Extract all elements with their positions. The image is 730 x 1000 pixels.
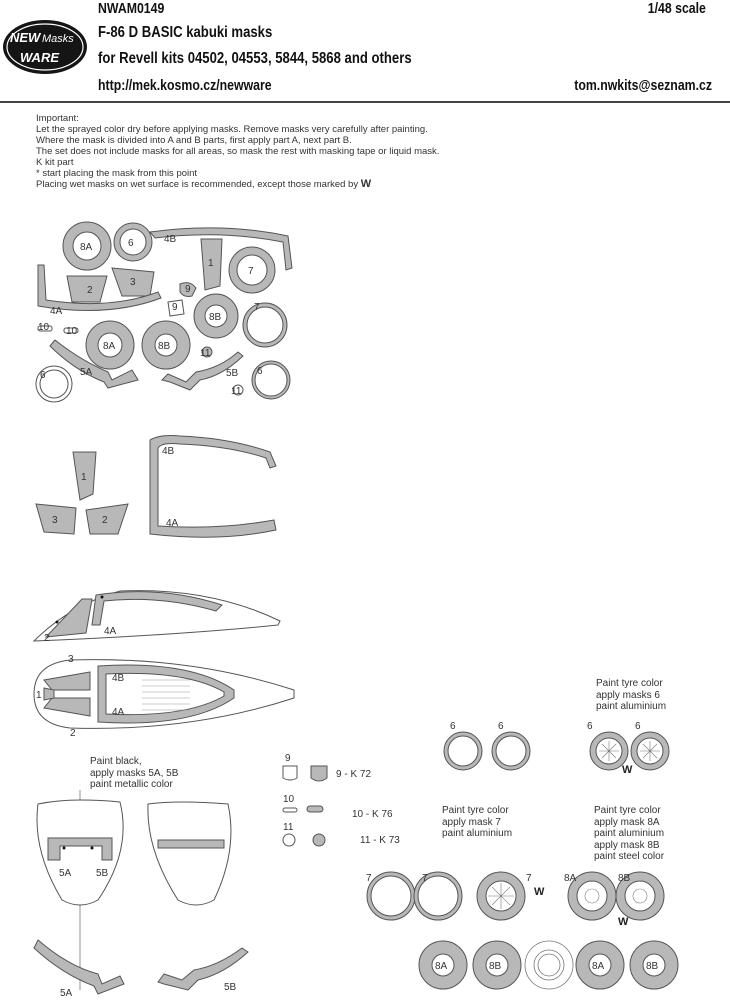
label-w8a: 8A — [564, 873, 577, 884]
scale-label: 1/48 scale — [647, 0, 706, 17]
label-5a-intake: 5A — [59, 868, 72, 879]
label-5a-strip: 5A — [60, 988, 73, 999]
logo-mid: Masks — [42, 33, 74, 45]
label-w8b2: 8B — [489, 961, 502, 972]
label-9b: 9 — [172, 302, 178, 313]
tyre8-instructions: Paint tyre color apply mask 8A paint aluminium apply mask 8B paint steel color — [594, 805, 665, 862]
label-6c: 6 — [257, 366, 263, 377]
label-1-top: 1 — [36, 690, 42, 701]
label-2: 2 — [87, 285, 93, 296]
header-divider — [0, 101, 730, 103]
label-w8a3: 8A — [592, 961, 605, 972]
notes-line: The set does not include masks for all areas, so mask the rest with masking tape or liquid mask. — [36, 146, 440, 157]
canopy-side-view — [30, 585, 300, 645]
label-4b-top: 4B — [112, 673, 125, 684]
label-2-top: 2 — [70, 728, 76, 739]
label-6b: 6 — [40, 370, 46, 381]
label-4b: 4B — [164, 234, 177, 245]
notes-line: Let the sprayed color dry before applying masks. Remove masks very carefully after painting. — [36, 124, 428, 135]
label-w8a2: 8A — [435, 961, 448, 972]
intake-views — [28, 790, 268, 1000]
label-w6b: 6 — [498, 721, 504, 732]
label-7: 7 — [248, 266, 254, 277]
label-w8b3: 8B — [646, 961, 659, 972]
mask-sheet — [0, 210, 300, 410]
label-3-top: 3 — [68, 654, 74, 665]
email-link[interactable]: tom.nwkits@seznam.cz — [574, 77, 712, 94]
notes-heading: Important: — [36, 113, 79, 124]
label-5b-strip: 5B — [224, 982, 237, 993]
product-title: F-86 D BASIC kabuki masks — [98, 24, 273, 41]
label-p11: 11 — [283, 822, 294, 833]
label-11b: 11 — [231, 386, 242, 397]
logo — [2, 18, 88, 76]
label-p9: 9 — [285, 753, 291, 764]
label-w8b: 8B — [618, 873, 631, 884]
label-5b-intake: 5B — [96, 868, 109, 879]
label-10b: 10 — [66, 326, 78, 337]
kit-list: for Revell kits 04502, 04553, 5844, 5868 and others — [98, 50, 412, 67]
label-4a-top: 4A — [112, 707, 125, 718]
k11-label: 11 - K 73 — [360, 835, 400, 846]
label-9: 9 — [185, 284, 191, 295]
notes-line: * start placing the mask from this point — [36, 168, 198, 179]
small-parts — [275, 750, 345, 850]
w-mark-7: W — [534, 886, 545, 898]
w-mark-6: W — [622, 764, 633, 776]
website-link[interactable]: http://mek.kosmo.cz/newware — [98, 77, 272, 94]
k9-label: 9 - K 72 — [336, 769, 372, 780]
wheel-diagrams — [360, 715, 720, 1000]
label-4a-large: 4A — [166, 518, 179, 529]
label-4a-side: 4A — [104, 626, 117, 637]
tyre7-instructions: Paint tyre color apply mask 7 paint aluminium — [442, 805, 513, 839]
notes-line: Placing wet masks on wet surface is recommended, except those marked by W — [36, 178, 372, 190]
label-4b-large: 4B — [162, 446, 175, 457]
label-10: 10 — [38, 322, 50, 333]
label-w6c: 6 — [587, 721, 593, 732]
label-w7c: 7 — [526, 873, 532, 884]
canopy-top-view — [30, 650, 300, 740]
black-instructions: Paint black, apply masks 5A, 5B paint metallic color — [90, 756, 179, 790]
label-5b: 5B — [226, 368, 239, 379]
logo-bottom: WARE — [20, 50, 59, 65]
w-mark-8: W — [618, 916, 629, 928]
label-6: 6 — [128, 238, 134, 249]
label-8b-b: 8B — [158, 341, 171, 352]
important-notes — [36, 113, 556, 190]
label-2-large: 2 — [102, 515, 108, 526]
notes-line: Where the mask is divided into A and B parts, first apply part A, next part B. — [36, 135, 352, 146]
product-code: NWAM0149 — [98, 0, 165, 17]
label-8a-b: 8A — [103, 341, 116, 352]
w-mark: W — [360, 178, 372, 190]
label-w6d: 6 — [635, 721, 641, 732]
k10-label: 10 - K 76 — [352, 809, 393, 820]
label-8b: 8B — [209, 312, 222, 323]
label-1: 1 — [208, 258, 214, 269]
windscreen-detail — [30, 430, 290, 545]
label-p10: 10 — [283, 794, 295, 805]
label-11: 11 — [200, 348, 211, 359]
label-1-large: 1 — [81, 472, 87, 483]
label-7b: 7 — [254, 302, 260, 313]
notes-line: K kit part — [36, 157, 74, 168]
label-w7a: 7 — [366, 873, 372, 884]
logo-top: NEW — [10, 30, 41, 45]
label-w7b: 7 — [422, 873, 428, 884]
label-2-side: 2 — [44, 633, 50, 644]
label-3-large: 3 — [52, 515, 58, 526]
label-5a: 5A — [80, 367, 93, 378]
label-4a: 4A — [50, 306, 63, 317]
label-w6a: 6 — [450, 721, 456, 732]
label-8a: 8A — [80, 242, 93, 253]
label-3: 3 — [130, 277, 136, 288]
tyre6-instructions: Paint tyre color apply masks 6 paint aluminium — [596, 678, 667, 712]
